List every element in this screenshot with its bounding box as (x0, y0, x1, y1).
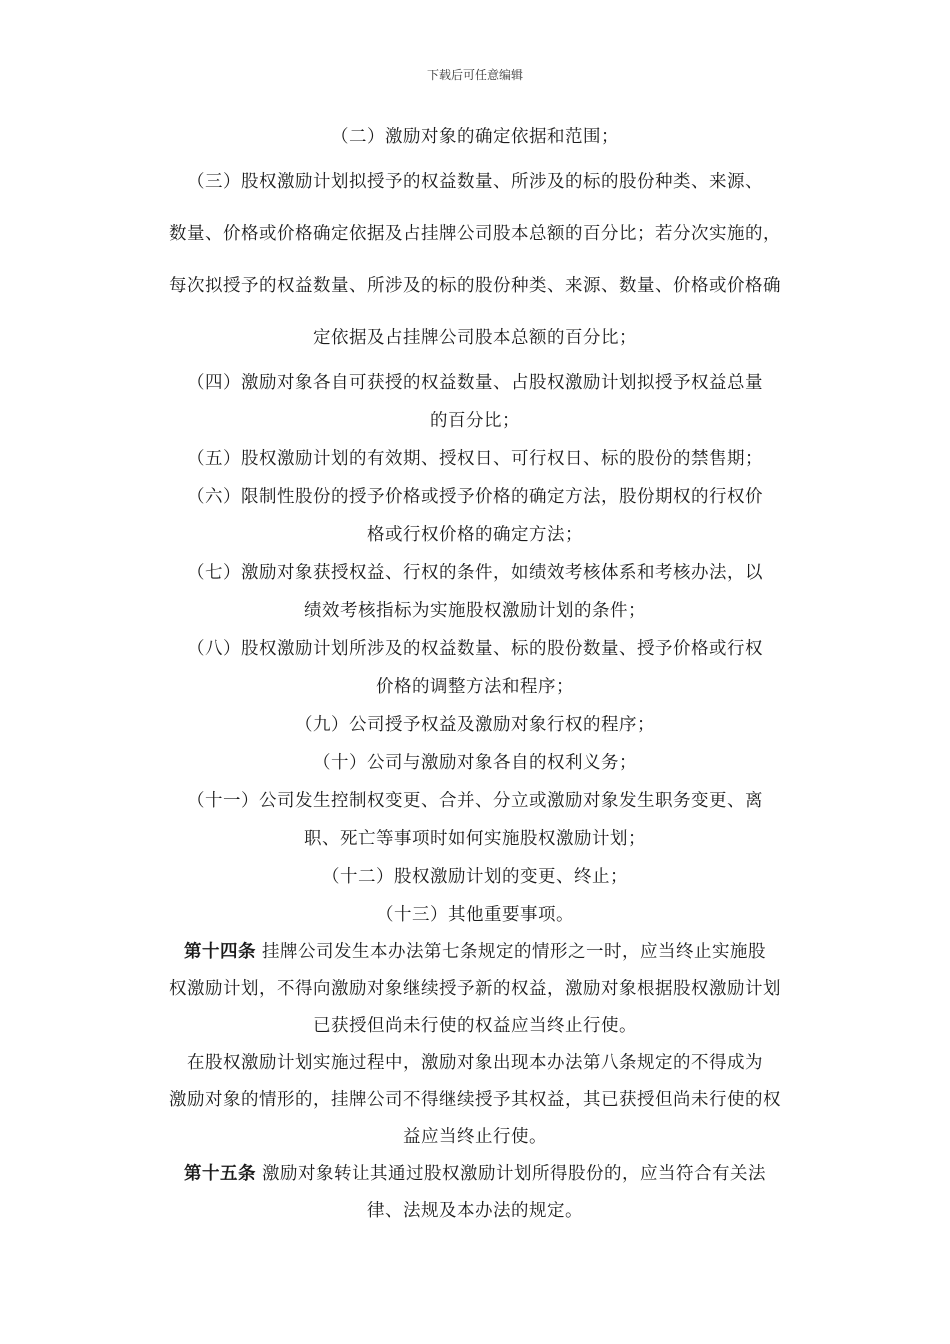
article-15 (0, 1156, 950, 1230)
article-14-paragraph-2 (0, 1045, 950, 1156)
article-14-line-1 (145, 934, 805, 971)
list-item-13: （十三）其他重要事项。 (376, 905, 574, 925)
list-item-9: （九）公司授予权益及激励对象行权的程序； (295, 715, 655, 735)
list-item-7 (0, 554, 950, 630)
list-item-3 (0, 156, 950, 364)
list-item-4 (0, 364, 950, 440)
list-item-11-line-1: （十一）公司发生控制权变更、合并、分立或激励对象发生职务变更、离 (187, 791, 763, 811)
article-15-line-2: 律、法规及本办法的规定。 (367, 1201, 583, 1221)
article-14-line-3: 已获授但尚未行使的权益应当终止行使。 (313, 1016, 637, 1036)
list-item-4-line-1: （四）激励对象各自可获授的权益数量、占股权激励计划拟授予权益总量 (187, 373, 763, 393)
article-14-line-2: 权激励计划，不得向激励对象继续授予新的权益，激励对象根据股权激励计划 (169, 979, 781, 999)
article-14-label: 第十四条 (183, 942, 256, 962)
list-item-3-line-1: （三）股权激励计划拟授予的权益数量、所涉及的标的股份种类、来源、 (187, 172, 763, 192)
list-item-3-line-3: 每次拟授予的权益数量、所涉及的标的股份种类、来源、数量、价格或价格确 (169, 276, 781, 296)
article-15-line-1 (145, 1156, 805, 1193)
list-item-11 (0, 782, 950, 858)
article-14-p2-line-1: 在股权激励计划实施过程中，激励对象出现本办法第八条规定的不得成为 (187, 1053, 763, 1073)
list-item-8-line-2: 价格的调整方法和程序； (376, 677, 574, 697)
list-item-2: （二）激励对象的确定依据和范围； (331, 127, 619, 147)
article-14 (0, 934, 950, 1045)
document-body (0, 118, 950, 1230)
list-item-8-line-1: （八）股权激励计划所涉及的权益数量、标的股份数量、授予价格或行权 (187, 639, 763, 659)
article-14-p2-line-3: 益应当终止行使。 (403, 1127, 547, 1147)
article-14-text-1: 挂牌公司发生本办法第七条规定的情形之一时，应当终止实施股 (255, 942, 767, 962)
list-item-4-line-2: 的百分比； (430, 411, 520, 431)
list-item-5: （五）股权激励计划的有效期、授权日、可行权日、标的股份的禁售期； (187, 449, 763, 469)
list-item-6 (0, 478, 950, 554)
list-item-3-line-4: 定依据及占挂牌公司股本总额的百分比； (313, 328, 637, 348)
list-item-7-line-2: 绩效考核指标为实施股权激励计划的条件； (304, 601, 646, 621)
list-item-8 (0, 630, 950, 706)
article-15-label: 第十五条 (183, 1164, 256, 1184)
page-header: 下载后可任意编辑 (426, 68, 523, 82)
list-item-3-line-2: 数量、价格或价格确定依据及占挂牌公司股本总额的百分比；若分次实施的， (169, 224, 781, 244)
list-item-11-line-2: 职、死亡等事项时如何实施股权激励计划； (304, 829, 646, 849)
article-14-p2-line-2: 激励对象的情形的，挂牌公司不得继续授予其权益，其已获授但尚未行使的权 (169, 1090, 781, 1110)
list-item-10: （十）公司与激励对象各自的权利义务； (313, 753, 637, 773)
list-item-6-line-1: （六）限制性股份的授予价格或授予价格的确定方法，股份期权的行权价 (187, 487, 763, 507)
list-item-12: （十二）股权激励计划的变更、终止； (322, 867, 628, 887)
list-item-7-line-1: （七）激励对象获授权益、行权的条件，如绩效考核体系和考核办法，以 (187, 563, 763, 583)
article-15-text-1: 激励对象转让其通过股权激励计划所得股份的，应当符合有关法 (255, 1164, 767, 1184)
list-item-6-line-2: 格或行权价格的确定方法； (367, 525, 583, 545)
